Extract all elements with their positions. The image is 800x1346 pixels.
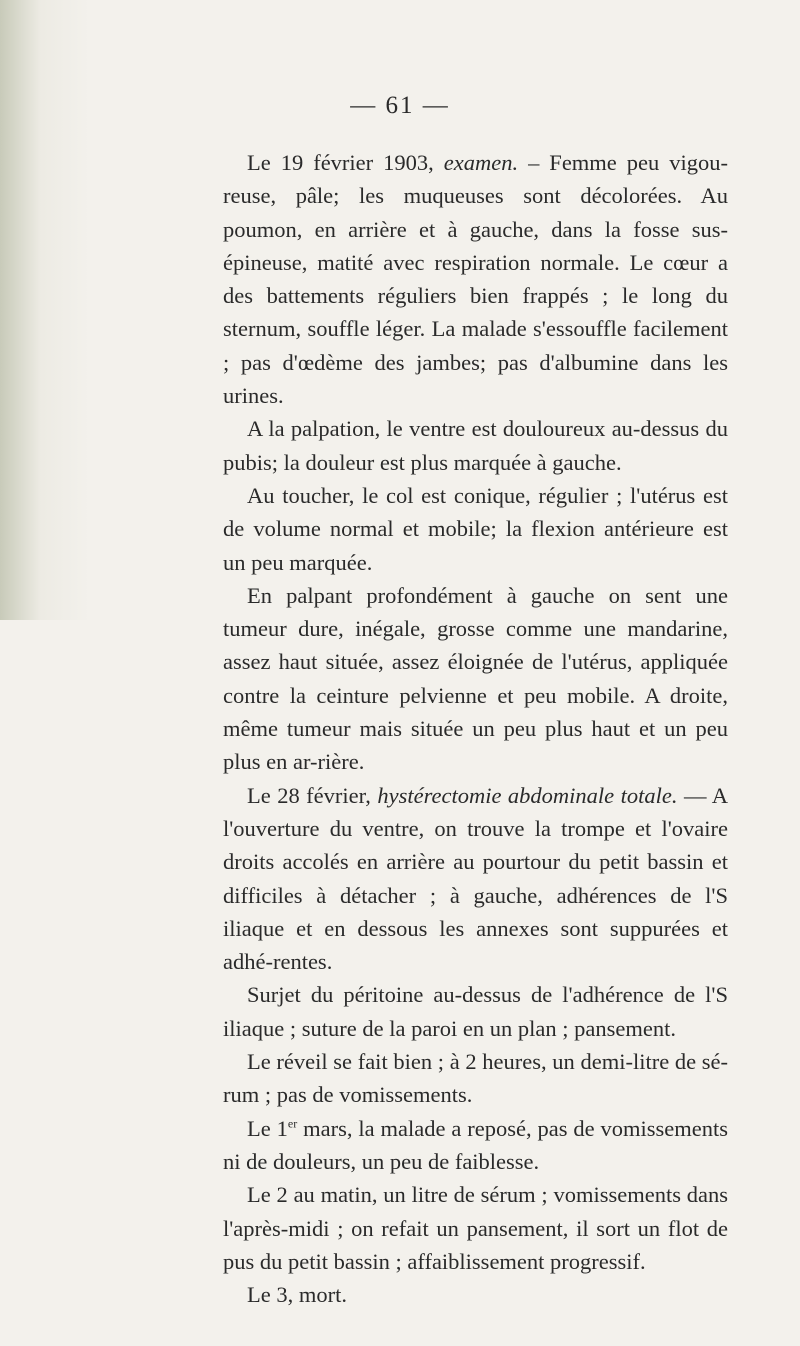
paragraph-5-italic: hystérectomie abdominale totale. (377, 782, 678, 808)
paragraph-8-date: Le 1 (247, 1115, 288, 1141)
paragraph-4: En palpant profondément à gauche on sent une tumeur dure, inégale, grosse comme une mandarine, assez haut située, assez éloignée de l'utérus, appliquée contre la ceinture pelvienne et peu mobile. A droite, même tumeur mais située un peu plus haut et un peu plus en ar-rière. (223, 582, 728, 775)
paragraph-1-text: – Femme peu vigou-reuse, pâle; les muqueuses sont décolorées. Au poumon, en arrière et à gauche, dans la fosse sus-épineuse, matité avec respiration normale. Le cœur a des battements réguliers bien frappés ; le long du sternum, souffle léger. La malade s'essouffle facilement ; pas d'œdème des jambes; pas d'albumine dans les urines. (223, 150, 728, 409)
paragraph-8-text: mars, la malade a reposé, pas de vomissements ni de douleurs, un peu de faiblesse. (223, 1115, 729, 1174)
paragraph-10: Le 3, mort. (247, 1282, 347, 1308)
paragraph-1-date: Le 19 février 1903, (247, 150, 444, 175)
paragraph-2: A la palpation, le ventre est douloureux au-dessus du pubis; la douleur est plus marquée à gauche. (223, 416, 728, 475)
paragraph-5 (223, 779, 728, 979)
paragraph-3: Au toucher, le col est conique, régulier ; l'utérus est de volume normal et mobile; la flexion antérieure est un peu marquée. (223, 482, 728, 575)
paragraph-1-italic: examen. (443, 150, 519, 175)
paragraph-8-superscript: er (287, 1116, 298, 1131)
page-number: — 61 — (350, 92, 450, 119)
paragraph-8 (223, 1112, 728, 1179)
paragraph-6: Surjet du péritoine au-dessus de l'adhérence de l'S iliaque ; suture de la paroi en un plan ; pansement. (223, 982, 728, 1041)
paragraph-5-date: Le 28 février, (247, 782, 378, 808)
paragraph-7: Le réveil se fait bien ; à 2 heures, un demi-litre de sé-rum ; pas de vomissements. (223, 1049, 728, 1108)
paragraph-9: Le 2 au matin, un litre de sérum ; vomissements dans l'après-midi ; on refait un pansement, il sort un flot de pus du petit bassin ; affaiblissement progressif. (223, 1182, 728, 1274)
paragraph-5-text: — A l'ouverture du ventre, on trouve la trompe et l'ovaire droits accolés en arrière au pourtour du petit bassin et difficiles à détacher ; à gauche, adhérences de l'S iliaque et en dessous les annexes sont suppurées et adhé-rentes. (223, 782, 728, 975)
paragraph-1 (223, 146, 728, 412)
body-text (223, 146, 728, 1311)
